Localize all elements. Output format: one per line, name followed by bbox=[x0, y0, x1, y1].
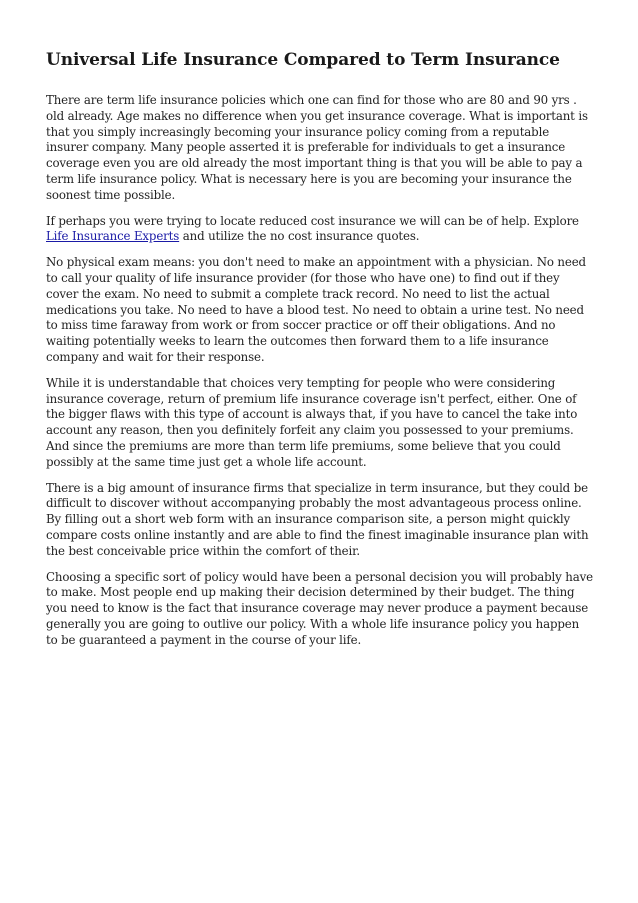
paragraph-2-text-after: and utilize the no cost insurance quotes. bbox=[179, 229, 420, 244]
paragraph-3: No physical exam means: you don't need to make an appointment with a physician. No need to call your quality of life insurance provider (for those who have one) to find out if they cover the exam. No need to submit a complete track record. No need to list the actual medications you take. No need to have a blood test. No need to obtain a urine test. No need to miss time faraway from work or from soccer practice or off their obligations. And no waiting potentially weeks to learn the outcomes then forward them to a life insurance company and wait for their response. bbox=[46, 255, 586, 364]
paragraph-5: There is a big amount of insurance firms that specialize in term insurance, but they could be difficult to discover without accompanying probably the most advantageous process online. By filling out a short web form with an insurance comparison site, a person might quickly compare costs online instantly and are able to find the finest imaginable insurance plan with the best conceivable price within the comfort of their. bbox=[46, 480, 589, 558]
paragraph-1: There are term life insurance policies which one can find for those who are 80 and 90 yrs . old already. Age makes no difference when you get insurance coverage. What is important is that you simply increasingly becoming your insurance policy coming from a reputable insurer company. Many people asserted it is preferable for individuals to get a insurance coverage even you are old already the most important thing is that you will be able to pay a term life insurance policy. What is necessary here is you are becoming your insurance the soonest time possible. bbox=[46, 93, 588, 202]
paragraph-6: Choosing a specific sort of policy would have been a personal decision you will probably have to make. Most people end up making their decision determined by their budget. The thing you need to know is the fact that insurance coverage may never produce a payment because generally you are going to outlive our policy. With a whole life insurance policy you happen to be guaranteed a payment in the course of your life. bbox=[46, 569, 593, 647]
paragraph-2 bbox=[46, 214, 594, 246]
paragraph-2-text-before: If perhaps you were trying to locate reduced cost insurance we will can be of help. Explore bbox=[46, 213, 579, 228]
life-insurance-experts-link[interactable]: Life Insurance Experts bbox=[46, 229, 180, 244]
document-title: Universal Life Insurance Compared to Term Insurance bbox=[46, 50, 560, 70]
document-page bbox=[46, 48, 594, 659]
paragraph-4: While it is understandable that choices very tempting for people who were considering insurance coverage, return of premium life insurance coverage isn't perfect, either. One of the bigger flaws with this type of account is always that, if you have to cancel the take into account any reason, then you definitely forfeit any claim you possessed to your premiums. And since the premiums are more than term life premiums, some believe that you could possibly at the same time just get a whole life account. bbox=[46, 375, 578, 469]
